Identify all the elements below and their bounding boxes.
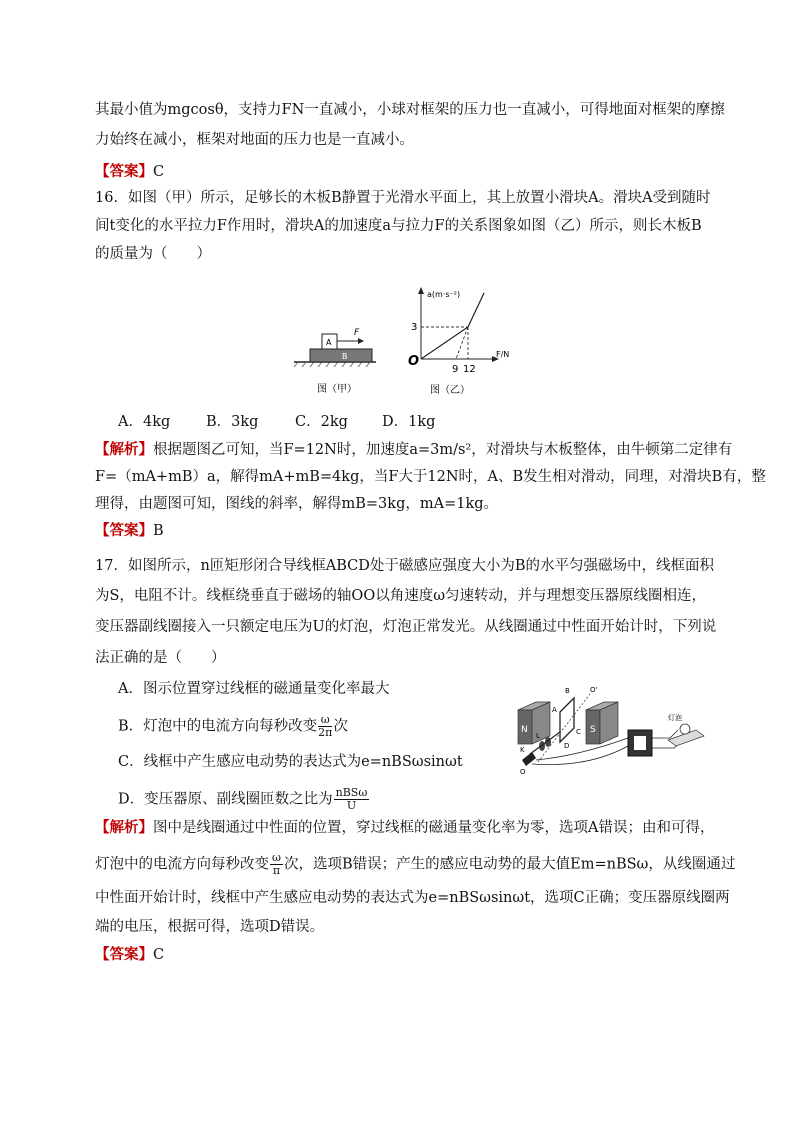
lamp-label: 灯泡	[668, 714, 682, 722]
svg-text:L: L	[536, 732, 540, 740]
magnet-n-label: N	[521, 725, 528, 735]
a-f-graph-line	[421, 293, 484, 359]
q16-option-b: B．3kg	[206, 414, 259, 430]
y-axis-arrow-icon	[418, 287, 424, 294]
q17-stem-line-4: 法正确的是（ ）	[95, 650, 226, 666]
q16-option-c: C．2kg	[295, 414, 348, 430]
y-tick-3: 3	[411, 322, 418, 333]
fraction: $\frac{\omega}{2\pi}$	[318, 713, 333, 739]
q17-analysis-line-3: 中性面开始计时，线框中产生感应电动势的表达式为e=nBSωsinωt，选项C正确；变压器原线圈两	[95, 890, 730, 906]
lamp-bulb-icon	[680, 724, 690, 734]
svg-text:A: A	[552, 706, 557, 714]
q17-option-d: D．变压器原、副线圈匝数之比为 $\frac{\text{nBSω}}{U}$	[118, 786, 368, 812]
q17-option-a: A．图示位置穿过线框的磁通量变化率最大	[118, 681, 390, 697]
svg-text:K: K	[520, 746, 525, 754]
board-b-label: B	[342, 352, 348, 361]
analysis-text: 根据题图乙可知，当F=12N时，加速度a=3m/s²，对滑块与木板整体，由牛顿第二定律有	[153, 442, 733, 458]
q15-answer	[95, 162, 164, 182]
force-label: F	[354, 328, 360, 338]
q17-answer	[95, 945, 164, 965]
q16-option-d: D．1kg	[382, 414, 436, 430]
magnet-s-label: S	[590, 725, 596, 735]
q16-answer	[95, 521, 164, 541]
q17-option-b: B．灯泡中的电流方向每秒改变 $\frac{\omega}{2\pi}$ 次	[118, 713, 348, 739]
answer-value: B	[153, 523, 164, 539]
q16-analysis-line-1	[95, 440, 732, 460]
q15-text-line-2: 力始终在减小，框架对地面的压力也是一直减小。	[95, 132, 414, 148]
q16-analysis-line-3: 理得，由题图可知，图线的斜率，解得mB=3kg，mA=1kg。	[95, 496, 499, 512]
fraction: $\frac{\omega}{\pi}$	[272, 851, 281, 877]
board-b	[310, 349, 372, 362]
analysis-tag: 【解析】	[95, 441, 153, 458]
svg-text:D: D	[564, 742, 570, 750]
svg-text:O': O'	[590, 686, 598, 694]
q16-stem-line-3: 的质量为（ ）	[95, 246, 211, 262]
x-axis-label: F/N	[496, 350, 510, 359]
analysis-text: 图中是线圈通过中性面的位置，穿过线框的磁通量变化率为零，选项A错误；由和可得，	[153, 820, 715, 836]
q16-stem-line-2: 间t变化的水平拉力F作用时，滑块A的加速度a与拉力F的关系图象如图（乙）所示，则长木板B	[95, 218, 702, 234]
q16-analysis-line-2: F=（mA+mB）a，解得mA+mB=4kg，当F大于12N时，A、B发生相对滑动，同理，对滑块B有，整	[95, 469, 766, 485]
q16-option-a: A．4kg	[118, 414, 171, 430]
y-axis-label: a(m·s⁻²)	[427, 290, 461, 299]
svg-text:C: C	[576, 728, 581, 736]
fraction: $\frac{\text{nBSω}}{U}$	[335, 786, 368, 812]
x-tick-9: 9	[452, 364, 459, 375]
q17-stem-line-1: 17．如图所示，n匝矩形闭合导线框ABCD处于磁感应强度大小为B的水平匀强磁场中，线框面积	[95, 558, 715, 574]
svg-text:O: O	[520, 768, 526, 776]
analysis-tag: 【解析】	[95, 819, 153, 836]
q17-stem-line-2: 为S，电阻不计。线框绕垂直于磁场的轴OO以角速度ω匀速转动，并与理想变压器原线圈相连，	[95, 588, 707, 604]
figure-jia-caption: 图（甲）	[317, 384, 357, 395]
answer-value: C	[153, 947, 165, 963]
answer-value: C	[153, 164, 165, 180]
figure-jia	[290, 320, 380, 405]
svg-text:B: B	[565, 687, 570, 695]
answer-tag: 【答案】	[95, 522, 153, 539]
q17-analysis-line-2: 灯泡中的电流方向每秒改变 $\frac{\omega}{\pi}$ 次，选项B错误；产生的感应电动势的最大值Em=nBSω，从线圈通过	[95, 851, 736, 877]
q17-analysis-line-1	[95, 818, 714, 838]
generator-figure	[508, 682, 708, 782]
q17-stem-line-3: 变压器副线圈接入一只额定电压为U的灯泡，灯泡正常发光。从线圈通过中性面开始计时，下列说	[95, 619, 717, 635]
block-a-label: A	[326, 338, 332, 347]
origin-label: O	[408, 354, 420, 369]
coil-frame	[560, 698, 574, 742]
answer-tag: 【答案】	[95, 946, 153, 963]
q17-option-c: C．线框中产生感应电动势的表达式为e=nBSωsinωt	[118, 754, 463, 770]
figure-yi	[390, 283, 520, 408]
q15-text-line-1: 其最小值为mgcosθ，支持力FN一直减小，小球对框架的压力也一直减小，可得地面对框架的摩擦	[95, 102, 725, 118]
x-tick-12: 12	[463, 364, 476, 375]
figure-yi-caption: 图（乙）	[430, 385, 470, 396]
force-arrow-icon	[358, 338, 364, 344]
q16-stem-line-1: 16．如图（甲）所示，足够长的木板B静置于光滑水平面上，其上放置小滑块A。滑块A受到随时	[95, 190, 711, 206]
q17-analysis-line-4: 端的电压，根据可得，选项D错误。	[95, 919, 325, 935]
answer-tag: 【答案】	[95, 163, 153, 180]
